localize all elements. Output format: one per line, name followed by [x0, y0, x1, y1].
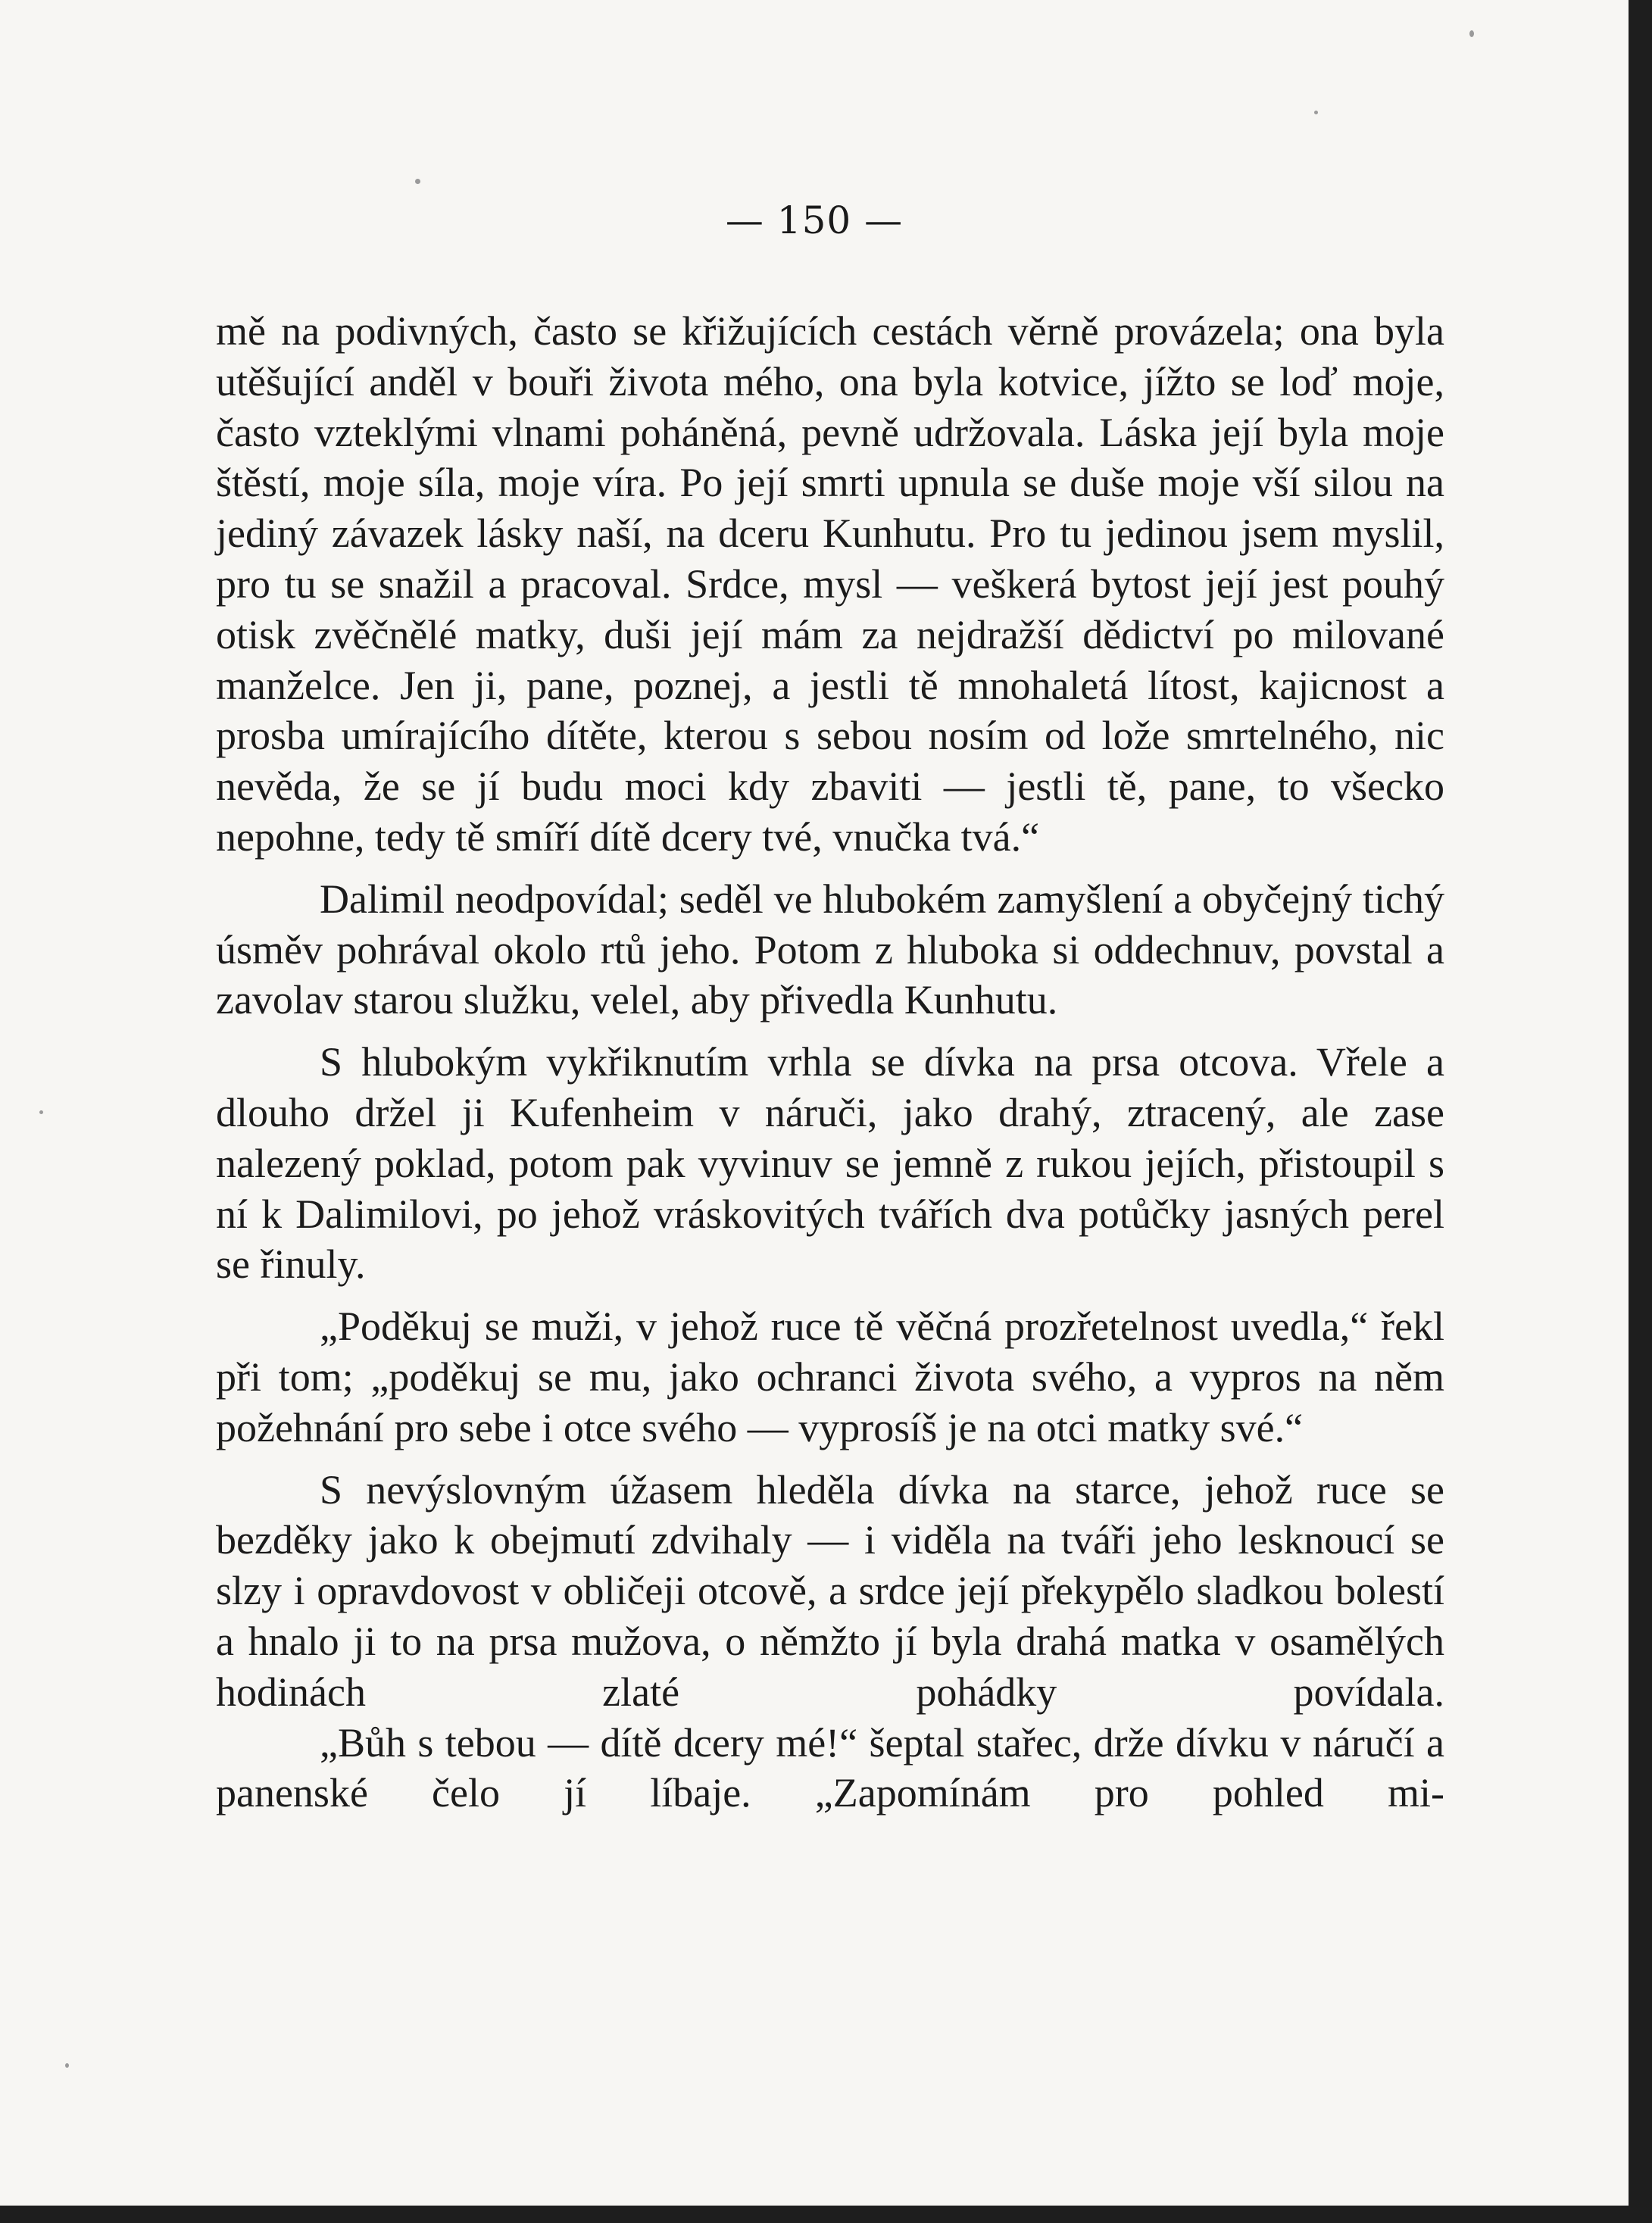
paragraph-1: mě na podivných, často se křižujících cestách věrně provázela; ona byla utěšující anděl v bouři života mého, ona byla kotvice, jížto se loď moje, často vzteklými vlnami poháněná, pevně udržovala. Láska její byla moje štěstí, moje síla, moje víra. Po její smrti upnula se duše moje vší silou na jediný závazek lásky naší, na dceru Kunhutu. Pro tu jedinou jsem myslil, pro tu se snažil a pracoval. Srdce, mysl — veškerá bytost její jest pouhý otisk zvěčnělé matky, duši její mám za nejdražší dědictví po milované manželce. Jen ji, pane, poznej, a jestli tě mnohaletá lítost, kajicnost a prosba umírajícího dítěte, kterou s sebou nosím od lože smrtelného, nic nevěda, že se jí budu moci kdy zbaviti — jestli tě, pane, to všecko nepohne, tedy tě smíří dítě dcery tvé, vnučka tvá.“: [216, 308, 1444, 860]
paragraph-4: „Poděkuj se muži, v jehož ruce tě věčná prozřetelnost uvedla,“ řekl při tom; „poděkuj se mu, jako ochranci života svého, a vypros na něm požehnání pro sebe i otce svého — vyprosíš je na otci matky své.“: [216, 1304, 1444, 1450]
paper-speck: [415, 179, 420, 184]
scan-border-right: [1629, 0, 1652, 2223]
paragraph-3: S hlubokým vykřiknutím vrhla se dívka na prsa otcova. Vřele a dlouho držel ji Kufenheim v náruči, jako drahý, ztracený, ale zase nalezený poklad, potom pak vyvinuv se jemně z rukou jejích, přistoupil s ní k Dalimilovi, po jehož vráskovitých tvářích dva potůčky jasných perel se řinuly.: [216, 1039, 1444, 1288]
paper-speck: [39, 1110, 43, 1114]
paragraph-6: „Bůh s tebou — dítě dcery mé!“ šeptal stařec, drže dívku v náručí a panenské čelo jí líbaje. „Zapomínám pro pohled mi-: [216, 1719, 1444, 1816]
paper-speck: [1469, 30, 1474, 37]
paper-speck: [65, 2063, 69, 2068]
page-number: — 150 —: [725, 198, 904, 242]
paragraph-2: Dalimil neodpovídal; seděl ve hlubokém zamyšlení a obyčejný tichý úsměv pohrával okolo rtů jeho. Potom z hluboka si oddechnuv, povstal a zavolav starou služku, velel, aby přivedla Kunhutu.: [216, 876, 1444, 1023]
paragraph-5: S nevýslovným úžasem hleděla dívka na starce, jehož ruce se bezděky jako k obejmutí zdvihaly — i viděla na tváři jeho lesknoucí se slzy i opravdovost v obličeji otcově, a srdce její překypělo sladkou bolestí a hnalo ji to na prsa mužova, o němžto jí byla drahá matka v osamělých hodinách zlaté pohádky povídala.: [216, 1466, 1444, 1715]
paper-speck: [1314, 111, 1318, 114]
body-text: [216, 306, 1444, 1819]
scan-border-bottom: [0, 2206, 1652, 2223]
